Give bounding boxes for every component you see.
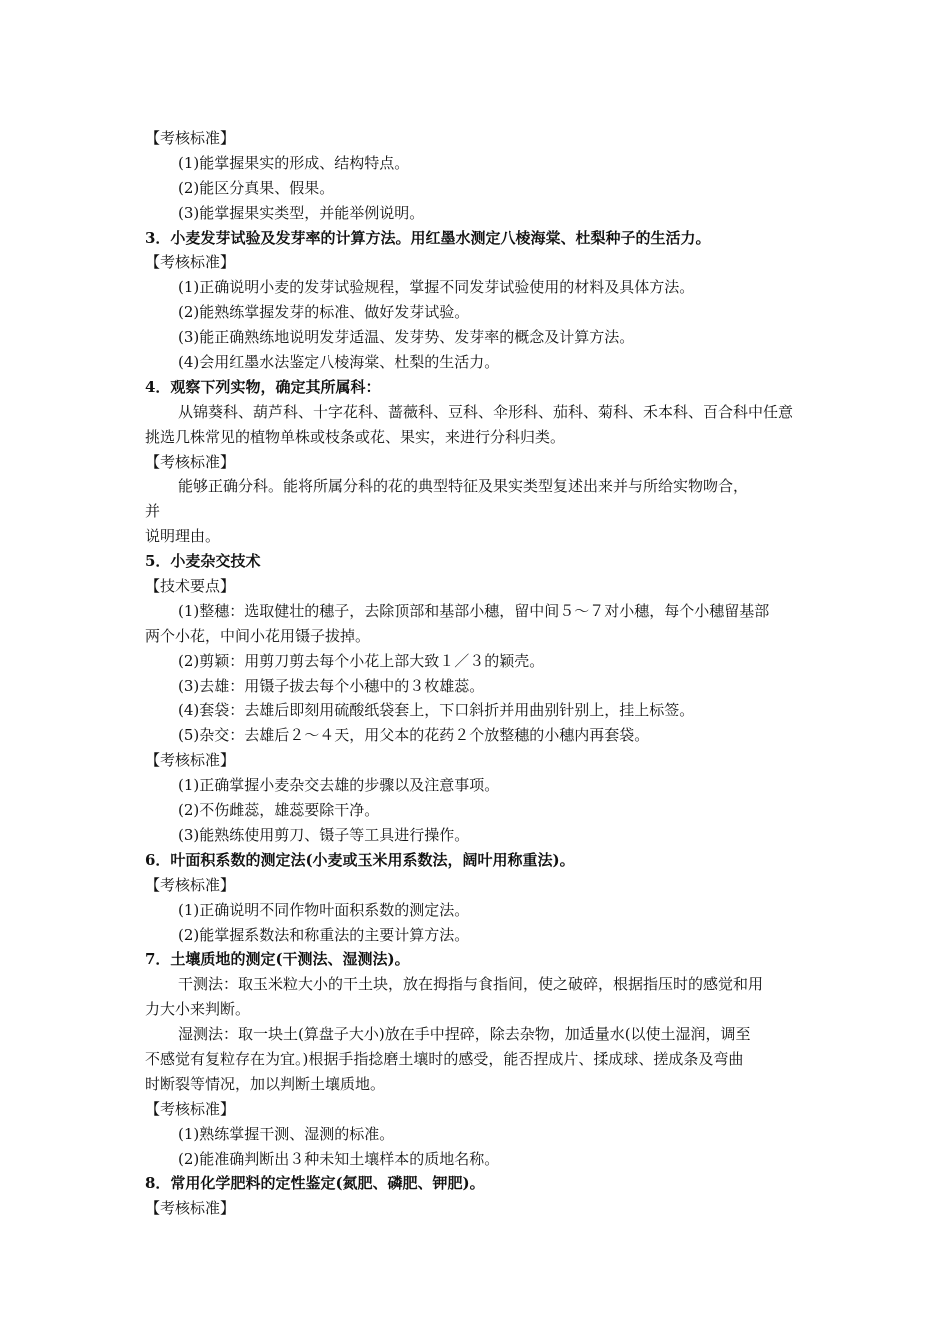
text-line: (1)能掌握果实的形成、结构特点。 [178, 153, 410, 172]
text-line: 从锦葵科、葫芦科、十字花科、蔷薇科、豆科、伞形科、茄科、菊科、禾本科、百合科中任意 [178, 402, 794, 421]
text-line: (2)能掌握系数法和称重法的主要计算方法。 [178, 925, 470, 944]
text-line: 湿测法：取一块土(算盘子大小)放在手中捏碎，除去杂物，加适量水(以使土湿润，调至 [178, 1025, 751, 1044]
section-label: 【考核标准】 [145, 751, 236, 770]
section-label: 【考核标准】 [145, 129, 236, 147]
text-line: 挑选几株常见的植物单株或枝条或花、果实，来进行分科归类。 [145, 427, 566, 446]
text-line: (1)正确说明小麦的发芽试验规程，掌握不同发芽试验使用的材料及具体方法。 [178, 278, 695, 297]
text-line: 并 [145, 502, 161, 521]
section-heading: 4．观察下列实物，确定其所属科： [145, 377, 381, 396]
text-line: (4)会用红墨水法鉴定八棱海棠、杜梨的生活力。 [178, 353, 500, 372]
text-line: (1)整穗：选取健壮的穗子，去除顶部和基部小穗，留中间５～７对小穗，每个小穗留基部 [178, 601, 770, 620]
section-heading: 3．小麦发芽试验及发芽率的计算方法。用红墨水测定八棱海棠、杜梨种子的生活力。 [145, 228, 711, 247]
text-line: 说明理由。 [145, 527, 221, 546]
text-line: (2)剪颖：用剪刀剪去每个小花上部大致１／３的颖壳。 [178, 651, 545, 670]
text-line: (2)能区分真果、假果。 [178, 178, 335, 197]
text-line: 力大小来判断。 [145, 1000, 251, 1019]
text-line: (2)能熟练掌握发芽的标准、做好发芽试验。 [178, 303, 470, 322]
text-line: (3)能掌握果实类型，并能举例说明。 [178, 203, 425, 222]
section-label: 【技术要点】 [145, 577, 236, 596]
section-label: 【考核标准】 [145, 1099, 236, 1118]
section-label: 【考核标准】 [145, 875, 236, 894]
text-line: 不感觉有复粒存在为宜。)根据手指捻磨土壤时的感受，能否捏成片、揉成球、搓成条及弯曲 [145, 1049, 744, 1068]
text-line: (5)杂交：去雄后２～４天，用父本的花药２个放整穗的小穗内再套袋。 [178, 726, 650, 745]
text-line: 两个小花，中间小花用镊子拔掉。 [145, 626, 371, 645]
section-label: 【考核标准】 [145, 253, 236, 272]
text-line: (2)不伤雌蕊，雄蕊要除干净。 [178, 801, 380, 820]
text-line: 时断裂等情况，加以判断土壤质地。 [145, 1074, 386, 1093]
document-body [145, 126, 825, 1221]
text-line: (2)能准确判断出３种未知土壤样本的质地名称。 [178, 1149, 500, 1168]
text-line: 能够正确分科。能将所属分科的花的典型特征及果实类型复述出来并与所给实物吻合， [178, 477, 749, 496]
text-line: (1)熟练掌握干测、湿测的标准。 [178, 1124, 395, 1143]
section-heading: 7．土壤质地的测定(干测法、湿测法)。 [145, 950, 410, 969]
section-heading: 5．小麦杂交技术 [145, 552, 261, 571]
section-label: 【考核标准】 [145, 452, 236, 471]
section-label: 【考核标准】 [145, 1199, 236, 1218]
section-heading: 8．常用化学肥料的定性鉴定(氮肥、磷肥、钾肥)。 [145, 1174, 485, 1193]
text-line: (3)去雄：用镊子拔去每个小穗中的３枚雄蕊。 [178, 676, 485, 695]
text-line: (4)套袋：去雄后即刻用硫酸纸袋套上，下口斜折并用曲别针别上，挂上标签。 [178, 701, 695, 720]
text-line: 干测法：取玉米粒大小的干土块，放在拇指与食指间，使之破碎，根据指压时的感觉和用 [178, 975, 764, 994]
text-line: (1)正确掌握小麦杂交去雄的步骤以及注意事项。 [178, 776, 500, 795]
text-line: (3)能熟练使用剪刀、镊子等工具进行操作。 [178, 825, 470, 844]
section-heading: 6．叶面积系数的测定法(小麦或玉米用系数法，阔叶用称重法)。 [145, 850, 575, 869]
text-line: (3)能正确熟练地说明发芽适温、发芽势、发芽率的概念及计算方法。 [178, 328, 635, 347]
text-line: (1)正确说明不同作物叶面积系数的测定法。 [178, 900, 470, 919]
